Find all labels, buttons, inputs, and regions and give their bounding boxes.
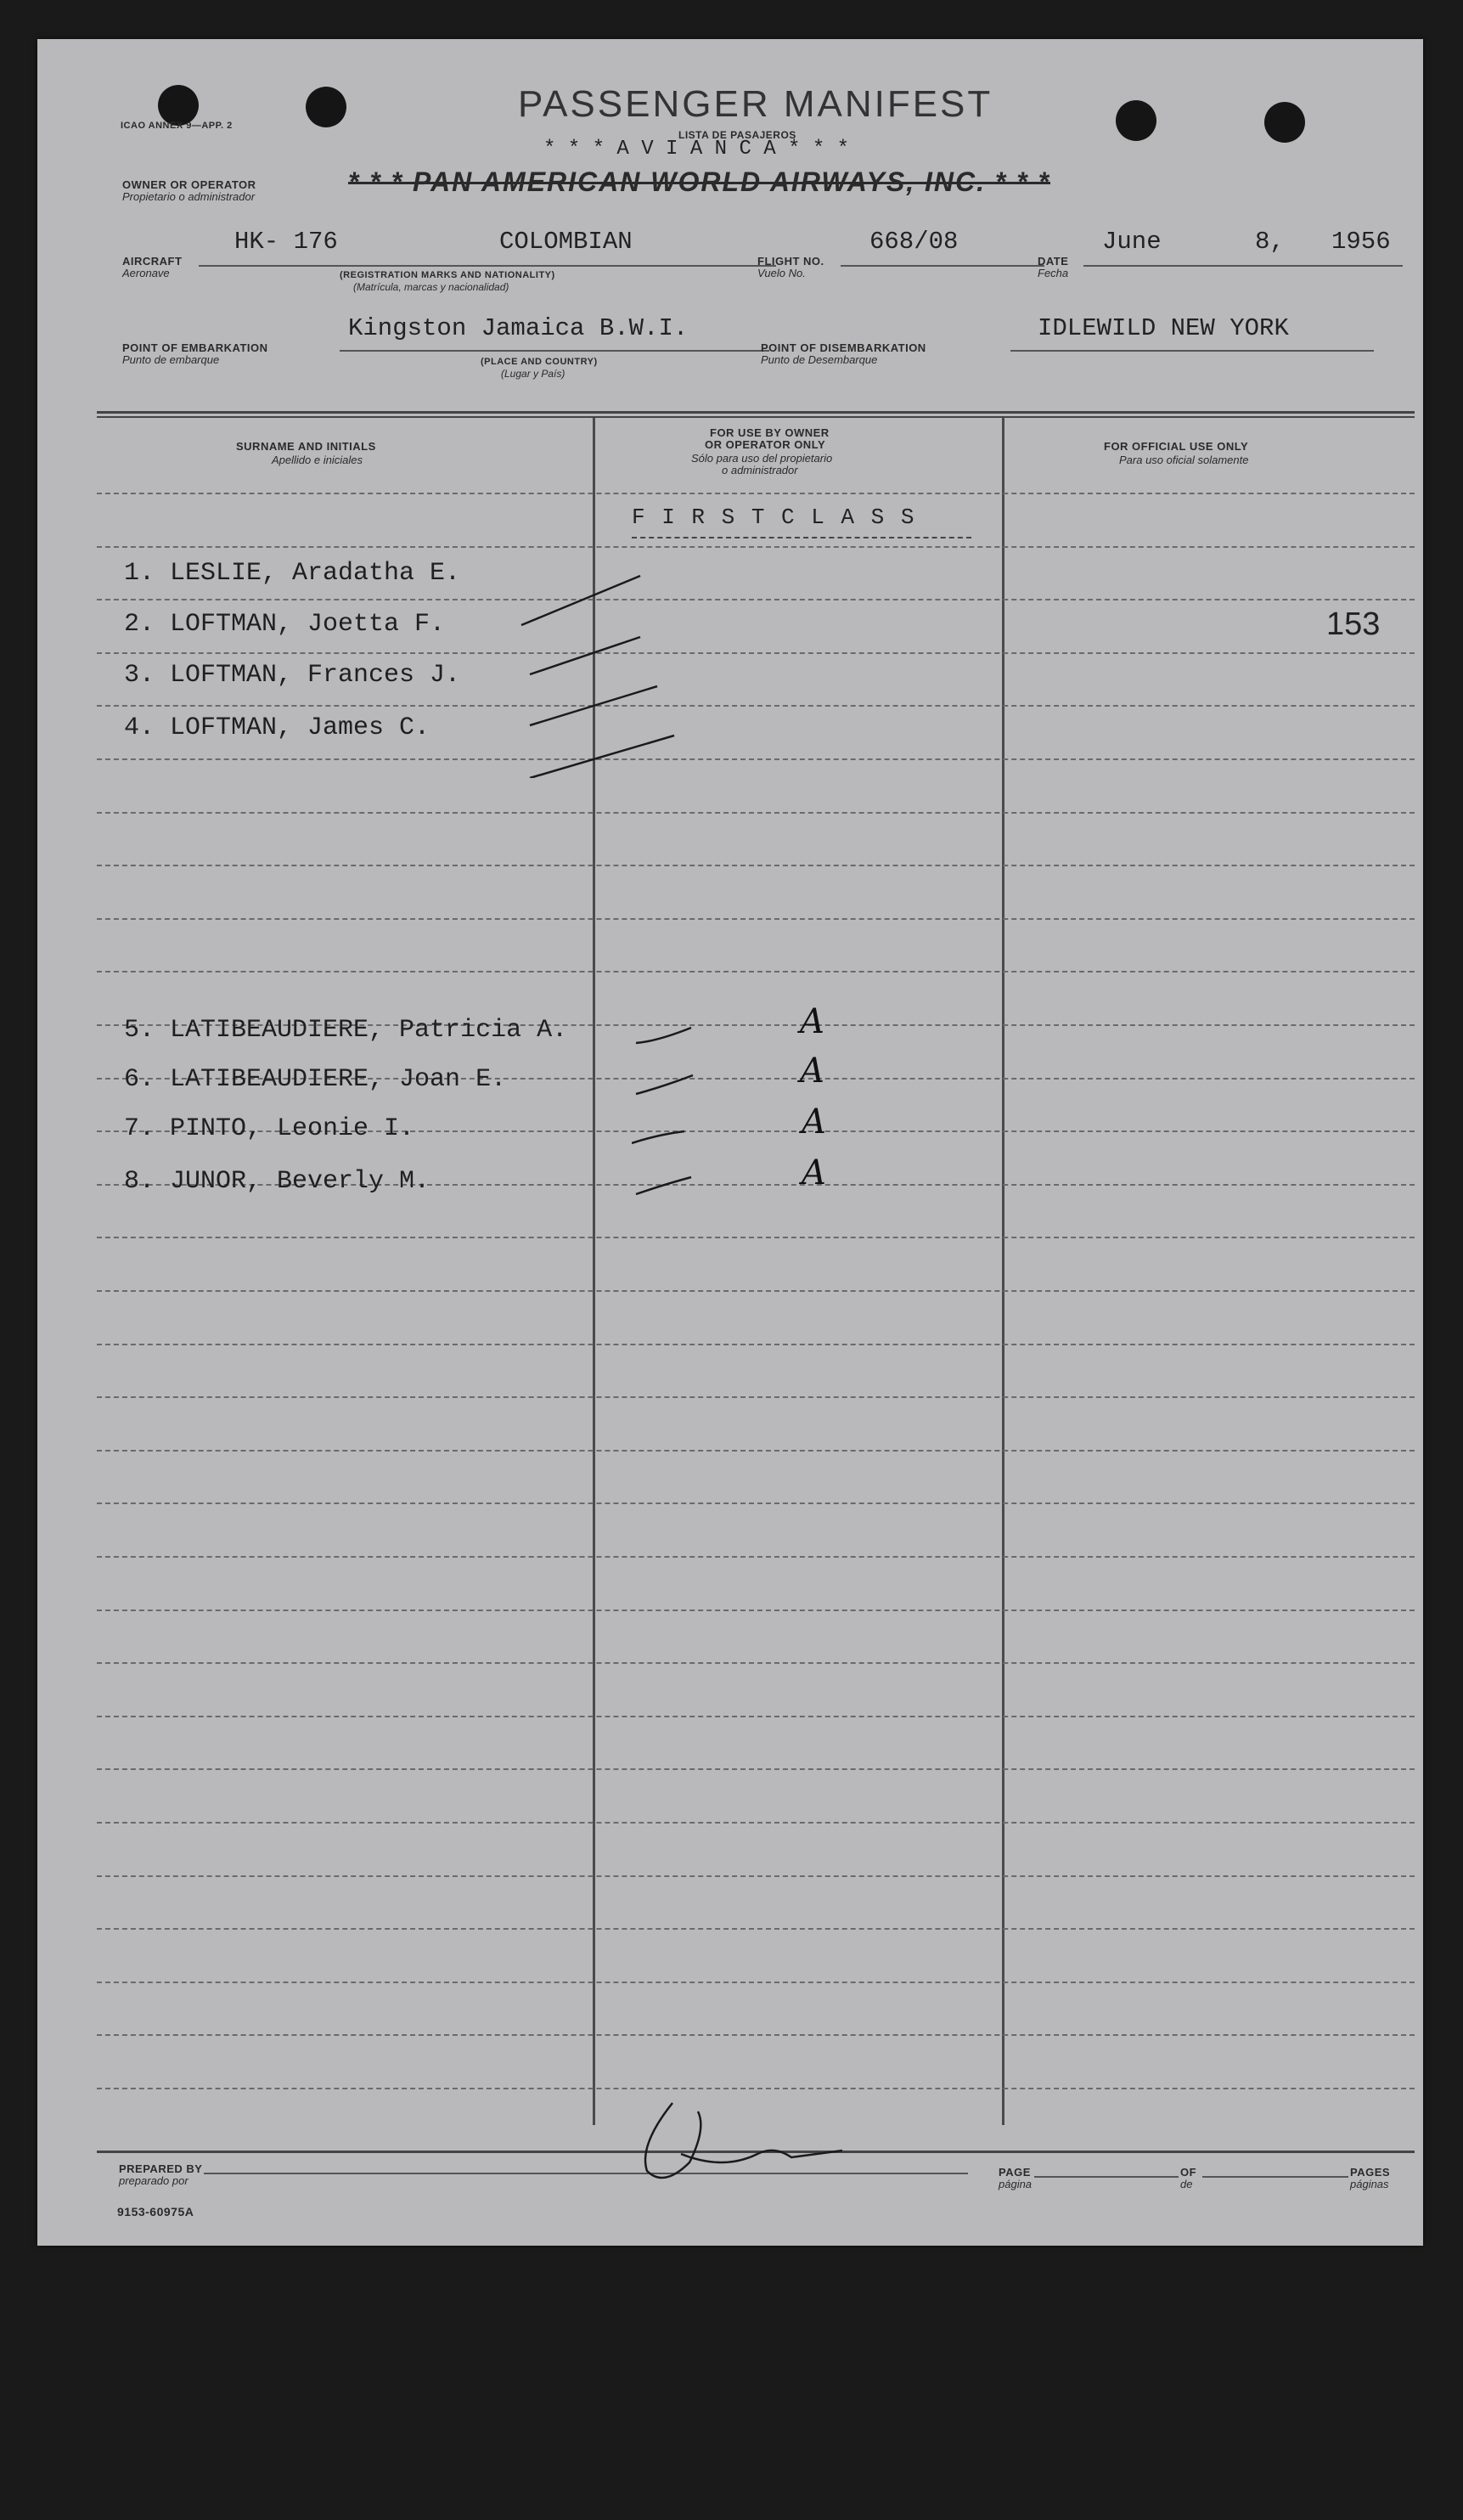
prepared-by-label: PREPARED BY (119, 2162, 203, 2175)
passenger-row: 1. LESLIE, Aradatha E. (124, 559, 461, 588)
table-top-rule (97, 411, 1415, 414)
registration-caption: (REGISTRATION MARKS AND NATIONALITY) (340, 270, 555, 280)
aircraft-registration: HK- 176 (234, 228, 338, 256)
row-rule (97, 812, 1415, 814)
punch-hole (1264, 102, 1305, 143)
row-rule (97, 1822, 1415, 1824)
check-mark (530, 736, 674, 778)
row-rule (97, 599, 1415, 600)
check-mark (530, 686, 657, 725)
aircraft-nationality: COLOMBIAN (499, 228, 633, 256)
col-surname-header: SURNAME AND INITIALS (236, 440, 376, 453)
row-rule (97, 1928, 1415, 1930)
col-official-header-es: Para uso oficial solamente (1119, 454, 1249, 466)
page-title: PASSENGER MANIFEST (518, 83, 993, 125)
place-caption: (PLACE AND COUNTRY) (481, 357, 598, 367)
class-label: F I R S T C L A S S (632, 505, 916, 530)
row-rule (97, 758, 1415, 760)
handwritten-mark: A (800, 1002, 824, 1041)
page-label: PAGE (999, 2166, 1031, 2179)
row-rule (97, 1768, 1415, 1770)
page-underline (1034, 2176, 1179, 2178)
date-underline (1083, 265, 1403, 267)
check-mark (632, 1131, 684, 1143)
passenger-row: 5. LATIBEAUDIERE, Patricia A. (124, 1016, 568, 1045)
embarkation-underline (340, 350, 769, 352)
aircraft-underline (199, 265, 776, 267)
column-divider (1002, 418, 1004, 2125)
row-rule (97, 1344, 1415, 1345)
col-owner-header-2: OR OPERATOR ONLY (705, 438, 826, 451)
signature (622, 2094, 859, 2196)
row-rule (97, 2034, 1415, 2036)
row-rule (97, 971, 1415, 972)
row-rule (97, 546, 1415, 548)
check-mark (530, 637, 640, 674)
handwritten-mark: A (802, 1102, 826, 1142)
row-rule (97, 1396, 1415, 1398)
owner-label: OWNER OR OPERATOR (122, 178, 256, 191)
of-label-es: de (1180, 2178, 1193, 2190)
row-rule (97, 918, 1415, 920)
flight-underline (841, 265, 1044, 267)
flight-label-es: Vuelo No. (757, 267, 806, 279)
airline-stamp: * * * A V I A N C A * * * (543, 138, 850, 161)
row-rule (97, 493, 1415, 494)
check-marks-lower (632, 1016, 734, 1220)
punch-hole (158, 85, 199, 126)
date-year: 1956 (1331, 228, 1391, 256)
passenger-row: 4. LOFTMAN, James C. (124, 713, 430, 742)
row-rule (97, 1716, 1415, 1717)
punch-hole (1116, 100, 1156, 141)
passenger-row: 6. LATIBEAUDIERE, Joan E. (124, 1065, 507, 1094)
handwritten-mark: A (802, 1153, 826, 1192)
passenger-row: 3. LOFTMAN, Frances J. (124, 661, 461, 690)
col-surname-header-es: Apellido e iniciales (272, 454, 363, 466)
row-rule (97, 1237, 1415, 1238)
date-day: 8, (1255, 228, 1285, 256)
passenger-row: 7. PINTO, Leonie I. (124, 1114, 415, 1143)
official-number: 153 (1326, 606, 1381, 642)
disembarkation-label-es: Punto de Desembarque (761, 353, 878, 366)
handwritten-mark: A (800, 1051, 824, 1091)
annex-label: ICAO ANNEX 9—APP. 2 (121, 121, 233, 131)
embarkation-value: Kingston Jamaica B.W.I. (348, 314, 689, 342)
row-rule (97, 1502, 1415, 1504)
row-rule (97, 1982, 1415, 1983)
row-rule (97, 1450, 1415, 1452)
disembarkation-label: POINT OF DISEMBARKATION (761, 341, 926, 354)
owner-label-es: Propietario o administrador (122, 190, 256, 203)
row-rule (97, 652, 1415, 654)
disembarkation-value: IDLEWILD NEW YORK (1038, 314, 1289, 342)
col-owner-header: FOR USE BY OWNER (710, 426, 830, 439)
flight-label: FLIGHT NO. (757, 255, 824, 268)
prepared-by-label-es: preparado por (119, 2174, 189, 2187)
date-label: DATE (1038, 255, 1069, 268)
row-rule (97, 1290, 1415, 1292)
passenger-row: 2. LOFTMAN, Joetta F. (124, 610, 446, 639)
aircraft-label: AIRCRAFT (122, 255, 183, 268)
check-marks-first-class (513, 532, 700, 778)
col-owner-header-es-2: o administrador (722, 464, 798, 476)
pages-label-es: páginas (1350, 2178, 1389, 2190)
row-rule (97, 2088, 1415, 2089)
row-rule (97, 1610, 1415, 1611)
row-rule (97, 1556, 1415, 1558)
punch-hole (306, 87, 346, 127)
registration-caption-es: (Matrícula, marcas y nacionalidad) (353, 281, 509, 293)
flight-number: 668/08 (869, 228, 959, 256)
form-number: 9153-60975A (117, 2205, 194, 2218)
date-label-es: Fecha (1038, 267, 1069, 279)
of-label: OF (1180, 2166, 1197, 2179)
page-subtitle: LISTA DE PASAJEROS (678, 129, 796, 141)
row-rule (97, 865, 1415, 866)
col-official-header: FOR OFFICIAL USE ONLY (1104, 440, 1249, 453)
col-owner-header-es: Sólo para uso del propietario (691, 452, 833, 465)
row-rule (97, 1875, 1415, 1877)
owner-value: * * * PAN AMERICAN WORLD AIRWAYS, INC. * * * (348, 166, 1051, 197)
embarkation-label-es: Punto de embarque (122, 353, 220, 366)
check-mark (636, 1028, 691, 1043)
disembarkation-underline (1010, 350, 1374, 352)
of-underline (1202, 2176, 1348, 2178)
pages-label: PAGES (1350, 2166, 1391, 2179)
date-month: June (1102, 228, 1162, 256)
check-mark (636, 1075, 693, 1094)
embarkation-label: POINT OF EMBARKATION (122, 341, 268, 354)
row-rule (97, 1662, 1415, 1664)
check-mark (636, 1177, 691, 1194)
row-rule (97, 705, 1415, 707)
table-top-rule (97, 416, 1415, 418)
place-caption-es: (Lugar y País) (501, 368, 566, 380)
page-label-es: página (999, 2178, 1033, 2190)
passenger-row: 8. JUNOR, Beverly M. (124, 1167, 430, 1196)
aircraft-label-es: Aeronave (122, 267, 170, 279)
manifest-sheet (37, 39, 1423, 2246)
check-mark (521, 576, 640, 625)
